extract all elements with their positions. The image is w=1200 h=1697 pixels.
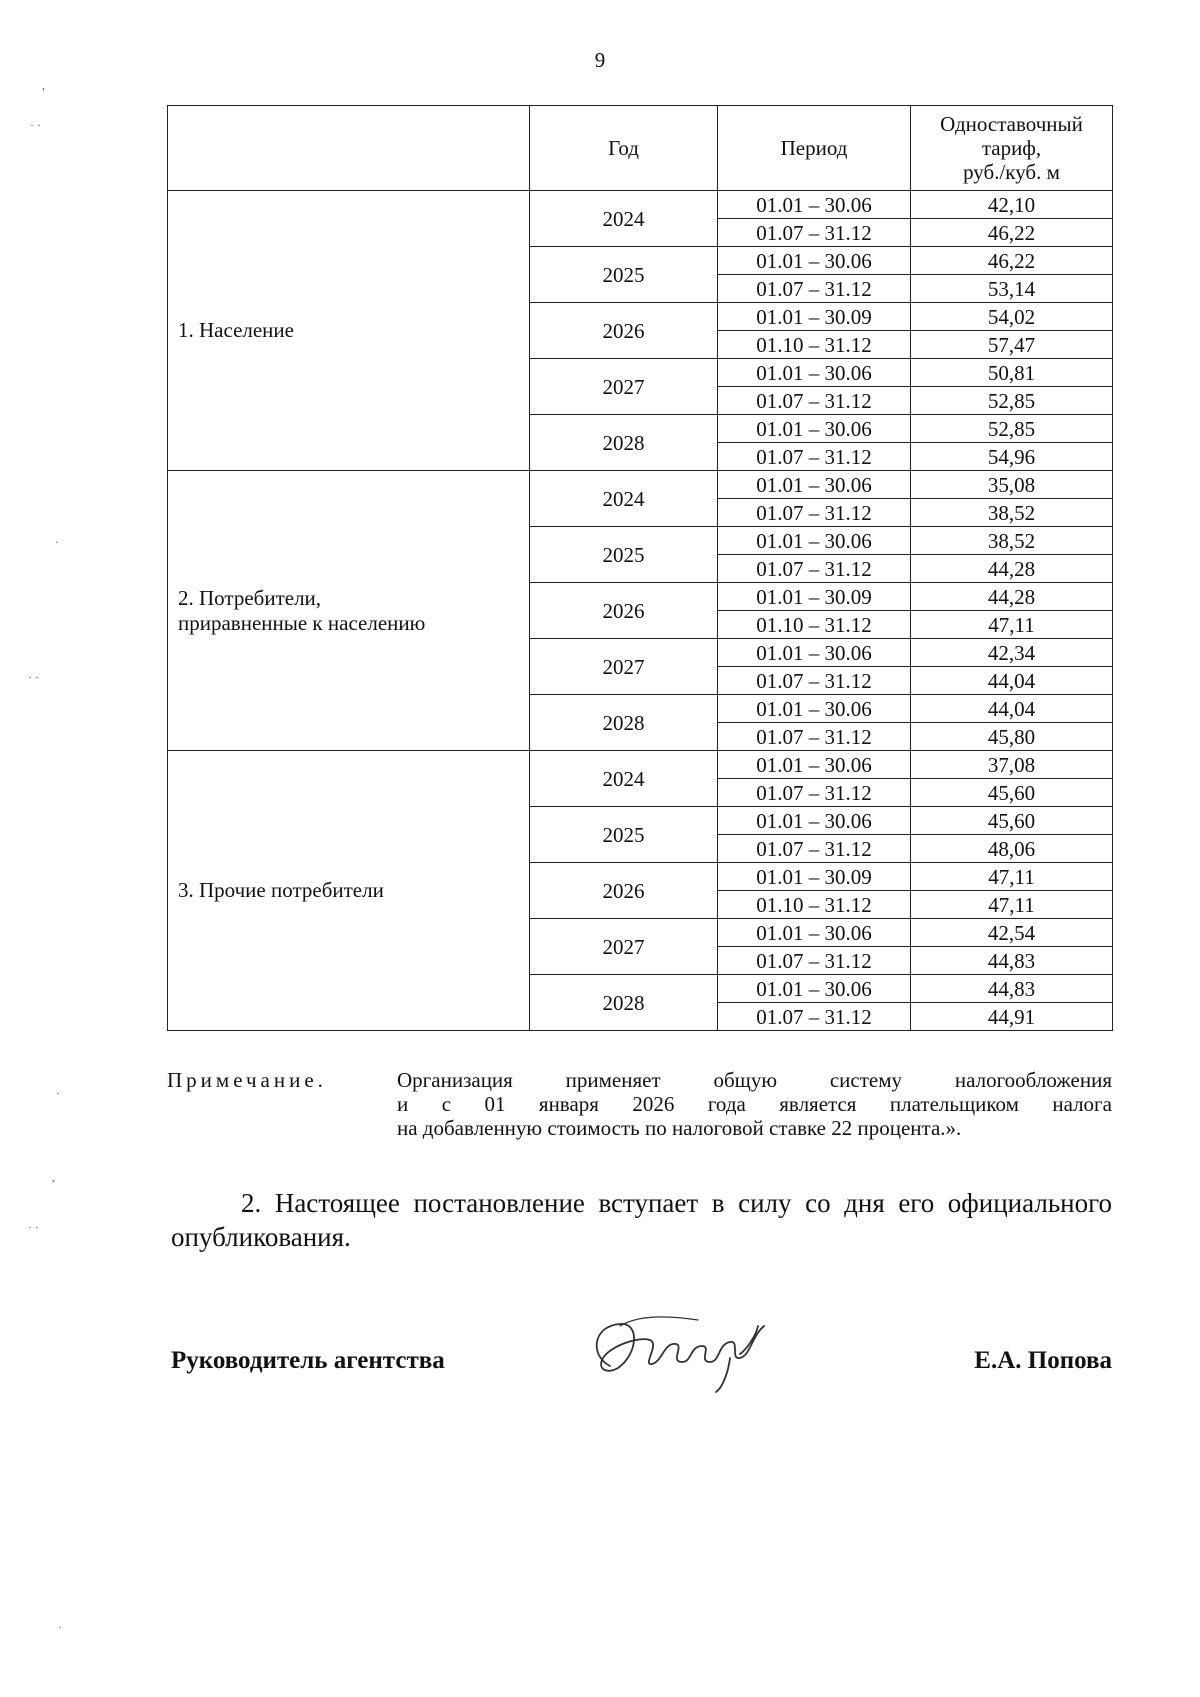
group-label-line: приравненные к населению xyxy=(178,610,426,635)
tariff-cell: 45,60 xyxy=(911,807,1113,835)
tariff-cell: 54,96 xyxy=(911,443,1113,471)
note-line: и с 01 января 2026 года является плательщиком налога xyxy=(397,1092,1112,1116)
tariff-cell: 37,08 xyxy=(911,751,1113,779)
scan-speck: · · xyxy=(28,1220,39,1234)
tariff-cell: 42,54 xyxy=(911,919,1113,947)
tariff-cell: 42,10 xyxy=(911,191,1113,219)
tariff-cell: 47,11 xyxy=(911,891,1113,919)
handwritten-signature xyxy=(580,1296,780,1396)
tariff-cell: 50,81 xyxy=(911,359,1113,387)
period-cell: 01.01 – 30.06 xyxy=(718,807,911,835)
scan-speck: · xyxy=(55,535,59,549)
tariff-cell: 38,52 xyxy=(911,527,1113,555)
scan-speck: · · xyxy=(28,670,39,684)
year-cell: 2025 xyxy=(530,807,718,863)
year-cell: 2027 xyxy=(530,359,718,415)
period-cell: 01.01 – 30.06 xyxy=(718,471,911,499)
scan-speck: , xyxy=(42,78,45,92)
scan-speck: · · xyxy=(30,118,41,132)
group-label xyxy=(168,191,530,471)
scan-speck: · xyxy=(58,1620,62,1634)
year-cell: 2025 xyxy=(530,247,718,303)
period-cell: 01.07 – 31.12 xyxy=(718,275,911,303)
note-line: на добавленную стоимость по налоговой ставке 22 процента.». xyxy=(397,1116,962,1140)
period-cell: 01.07 – 31.12 xyxy=(718,499,911,527)
year-cell: 2028 xyxy=(530,415,718,471)
scan-speck: , xyxy=(52,1170,55,1184)
year-cell: 2026 xyxy=(530,303,718,359)
year-cell: 2026 xyxy=(530,863,718,919)
tariff-cell: 57,47 xyxy=(911,331,1113,359)
tariff-cell: 44,83 xyxy=(911,947,1113,975)
tariff-cell: 52,85 xyxy=(911,387,1113,415)
tariff-cell: 38,52 xyxy=(911,499,1113,527)
note-text xyxy=(397,1068,1112,1140)
table-row xyxy=(168,191,1113,219)
year-cell: 2025 xyxy=(530,527,718,583)
period-cell: 01.01 – 30.06 xyxy=(718,359,911,387)
tariff-cell: 46,22 xyxy=(911,247,1113,275)
year-cell: 2028 xyxy=(530,975,718,1031)
note-label: Примечание. xyxy=(167,1068,327,1092)
year-cell: 2028 xyxy=(530,695,718,751)
tariff-cell: 46,22 xyxy=(911,219,1113,247)
page-number: 9 xyxy=(594,48,606,72)
period-cell: 01.01 – 30.06 xyxy=(718,919,911,947)
table-row xyxy=(168,471,1113,499)
year-cell: 2024 xyxy=(530,471,718,527)
period-cell: 01.07 – 31.12 xyxy=(718,443,911,471)
header-tariff-line: Одноставочный xyxy=(940,112,1083,136)
tariff-table-body xyxy=(168,191,1113,1031)
header-tariff-line: руб./куб. м xyxy=(963,160,1060,184)
period-cell: 01.07 – 31.12 xyxy=(718,667,911,695)
header-year: Год xyxy=(530,106,718,191)
group-label xyxy=(168,471,530,751)
period-cell: 01.01 – 30.09 xyxy=(718,583,911,611)
period-cell: 01.10 – 31.12 xyxy=(718,611,911,639)
header-tariff-line: тариф, xyxy=(981,136,1042,160)
tariff-cell: 35,08 xyxy=(911,471,1113,499)
period-cell: 01.01 – 30.06 xyxy=(718,751,911,779)
group-label-line: 2. Потребители, xyxy=(178,585,322,610)
tariff-cell: 47,11 xyxy=(911,611,1113,639)
tariff-cell: 45,80 xyxy=(911,723,1113,751)
tariff-cell: 44,04 xyxy=(911,695,1113,723)
period-cell: 01.07 – 31.12 xyxy=(718,387,911,415)
tariff-cell: 53,14 xyxy=(911,275,1113,303)
period-cell: 01.10 – 31.12 xyxy=(718,891,911,919)
tariff-cell: 44,83 xyxy=(911,975,1113,1003)
period-cell: 01.01 – 30.06 xyxy=(718,695,911,723)
tariff-cell: 48,06 xyxy=(911,835,1113,863)
header-tariff xyxy=(911,106,1113,191)
group-label xyxy=(168,751,530,1031)
tariff-cell: 54,02 xyxy=(911,303,1113,331)
year-cell: 2027 xyxy=(530,919,718,975)
period-cell: 01.07 – 31.12 xyxy=(718,219,911,247)
period-cell: 01.01 – 30.06 xyxy=(718,415,911,443)
tariff-table xyxy=(167,105,1113,1031)
period-cell: 01.01 – 30.06 xyxy=(718,639,911,667)
period-cell: 01.07 – 31.12 xyxy=(718,1003,911,1031)
note-line: Организация применяет общую систему налогообложения xyxy=(397,1068,1112,1092)
scan-speck: · xyxy=(56,1086,60,1100)
effective-date-paragraph: 2. Настоящее постановление вступает в силу со дня его официального опубликования. xyxy=(171,1188,1112,1252)
year-cell: 2024 xyxy=(530,191,718,247)
period-cell: 01.01 – 30.09 xyxy=(718,863,911,891)
period-cell: 01.07 – 31.12 xyxy=(718,555,911,583)
year-cell: 2027 xyxy=(530,639,718,695)
period-cell: 01.01 – 30.09 xyxy=(718,303,911,331)
period-cell: 01.07 – 31.12 xyxy=(718,779,911,807)
header-category xyxy=(168,106,530,191)
year-cell: 2026 xyxy=(530,583,718,639)
tariff-cell: 47,11 xyxy=(911,863,1113,891)
tariff-cell: 45,60 xyxy=(911,779,1113,807)
period-cell: 01.01 – 30.06 xyxy=(718,247,911,275)
tariff-cell: 42,34 xyxy=(911,639,1113,667)
header-period: Период xyxy=(718,106,911,191)
tariff-cell: 44,28 xyxy=(911,555,1113,583)
period-cell: 01.07 – 31.12 xyxy=(718,947,911,975)
period-cell: 01.07 – 31.12 xyxy=(718,723,911,751)
period-cell: 01.07 – 31.12 xyxy=(718,835,911,863)
tariff-cell: 52,85 xyxy=(911,415,1113,443)
tariff-cell: 44,28 xyxy=(911,583,1113,611)
period-cell: 01.10 – 31.12 xyxy=(718,331,911,359)
year-cell: 2024 xyxy=(530,751,718,807)
period-cell: 01.01 – 30.06 xyxy=(718,527,911,555)
table-row xyxy=(168,751,1113,779)
tariff-cell: 44,04 xyxy=(911,667,1113,695)
group-label-line: 1. Население xyxy=(178,318,294,342)
period-cell: 01.01 – 30.06 xyxy=(718,191,911,219)
group-label-line: 3. Прочие потребители xyxy=(178,878,384,902)
signatory-name: Е.А. Попова xyxy=(974,1347,1112,1374)
period-cell: 01.01 – 30.06 xyxy=(718,975,911,1003)
tariff-cell: 44,91 xyxy=(911,1003,1113,1031)
signatory-title: Руководитель агентства xyxy=(171,1347,445,1374)
table-header-row xyxy=(168,106,1113,191)
